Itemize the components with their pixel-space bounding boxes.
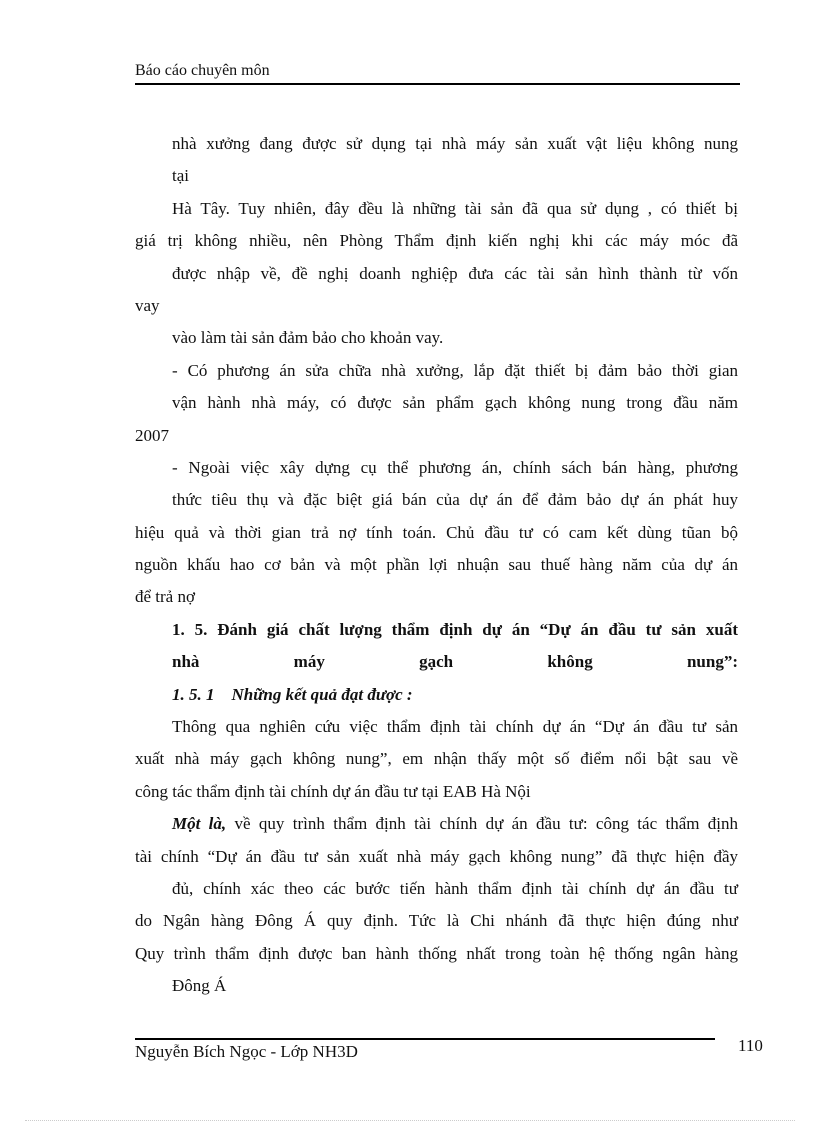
section-heading: 1. 5. Đánh giá chất lượng thẩm định dự án “Dự án đầu tư sản xuất: [172, 619, 738, 639]
text-line: nguồn khấu hao cơ bản và một phần lợi nhuận sau thuế hàng năm của dự án: [135, 555, 738, 575]
text-line: tại: [172, 166, 189, 186]
page-header-title: Báo cáo chuyên môn: [135, 62, 270, 79]
footer-divider: [135, 1038, 715, 1040]
text-line: Quy trình thẩm định được ban hành thống nhất trong toàn hệ thống ngân hàng: [135, 943, 738, 963]
text-line: hiệu quả và thời gian trả nợ tính toán. Chủ đầu tư có cam kết dùng tũan bộ: [135, 522, 738, 542]
text-line: Hà Tây. Tuy nhiên, đây đều là những tài sản đã qua sử dụng , có thiết bị: [172, 198, 738, 218]
text-line: 2007: [135, 425, 169, 445]
text-line: nhà xưởng đang được sử dụng tại nhà máy sản xuất vật liệu không nung: [172, 134, 738, 153]
subsection-heading: 1. 5. 1 Những kết quả đạt được :: [172, 684, 413, 704]
text-line-rest: về quy trình thẩm định tài chính dự án đầu tư: công tác thẩm định: [234, 814, 739, 834]
text-line: để trả nợ: [135, 587, 195, 607]
text-line: giá trị không nhiều, nên Phòng Thẩm định kiến nghị khi các máy móc đã: [135, 231, 738, 251]
lead-in-phrase: Một là,: [172, 814, 227, 834]
text-line: - Ngoài việc xây dựng cụ thể phương án, chính sách bán hàng, phương: [172, 457, 738, 477]
text-line: [135, 808, 738, 840]
text-line: vào làm tài sản đảm bảo cho khoản vay.: [172, 328, 444, 348]
footer-author: Nguyễn Bích Ngọc - Lớp NH3D: [135, 1042, 358, 1061]
document-body: [135, 128, 738, 1003]
page-number: 110: [738, 1036, 763, 1055]
text-line: Đông Á: [172, 976, 227, 996]
text-line: Thông qua nghiên cứu việc thẩm định tài chính dự án “Dự án đầu tư sản: [172, 717, 738, 737]
section-heading-continued: nhà máy gạch không nung”:: [172, 652, 738, 672]
text-line: vận hành nhà máy, có được sản phẩm gạch không nung trong đầu năm: [172, 393, 738, 413]
page-bottom-dotted-border: [25, 1120, 795, 1121]
text-line: công tác thẩm định tài chính dự án đầu tư tại EAB Hà Nội: [135, 781, 531, 801]
text-line: được nhập về, đề nghị doanh nghiệp đưa các tài sản hình thành từ vốn: [172, 263, 738, 283]
text-line: tài chính “Dự án đầu tư sản xuất nhà máy gạch không nung” đã thực hiện đầy: [135, 846, 738, 866]
text-line: do Ngân hàng Đông Á quy định. Tức là Chi nhánh đã thực hiện đúng như: [135, 911, 738, 931]
text-line: xuất nhà máy gạch không nung”, em nhận thấy một số điểm nổi bật sau về: [135, 749, 738, 769]
header-divider: [135, 83, 740, 85]
text-line: thức tiêu thụ và đặc biệt giá bán của dự án để đảm bảo dự án phát huy: [172, 490, 738, 510]
text-line: - Có phương án sửa chữa nhà xưởng, lắp đặt thiết bị đảm bảo thời gian: [172, 360, 738, 380]
text-line: đủ, chính xác theo các bước tiến hành thẩm định tài chính dự án đầu tư: [172, 878, 738, 898]
text-line: vay: [135, 295, 160, 315]
